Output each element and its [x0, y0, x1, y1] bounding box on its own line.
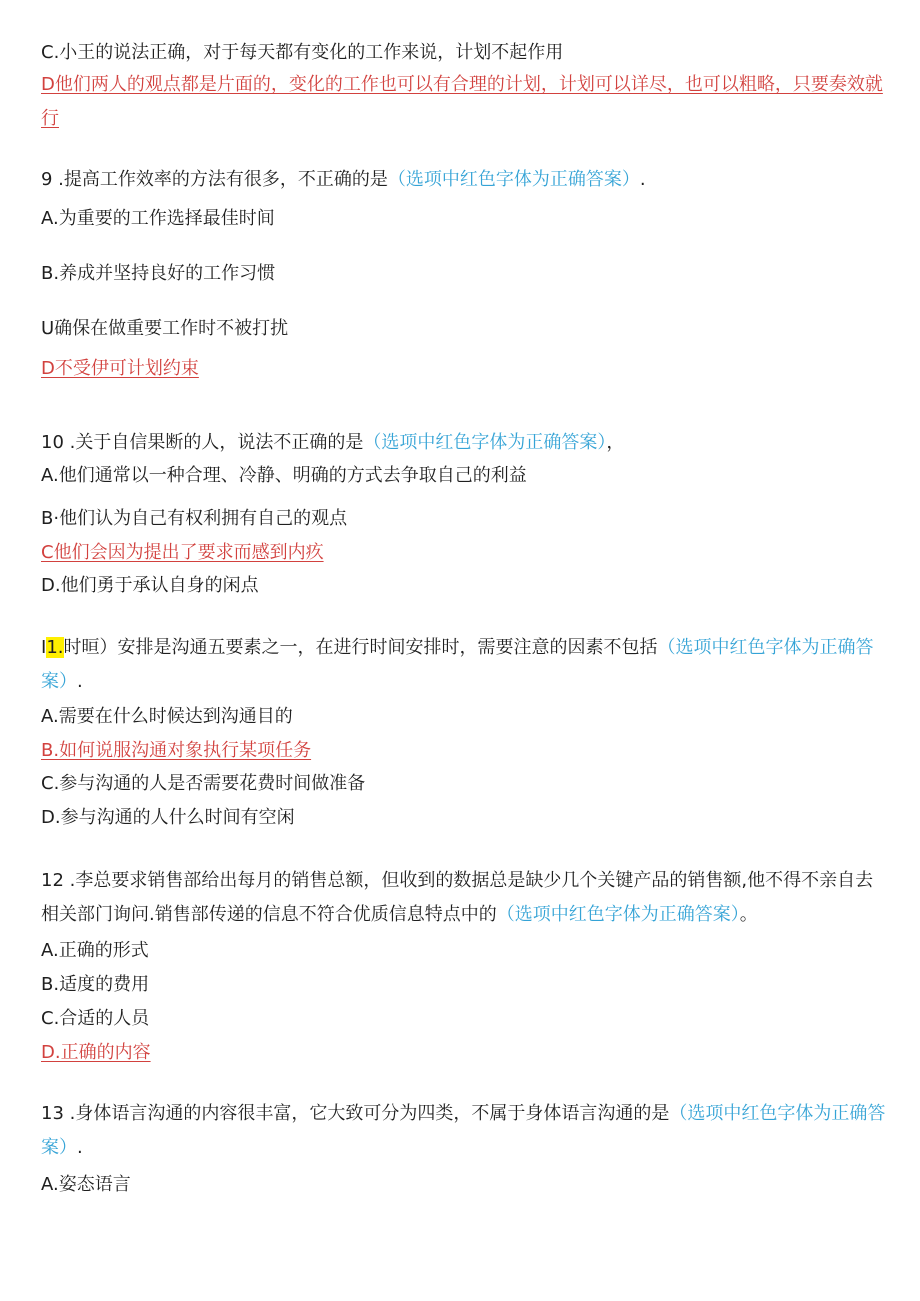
question-end: . [639, 169, 646, 190]
question-13 [41, 1097, 886, 1165]
question-number: 12 [41, 870, 64, 891]
answer-note: （选项中红色字体为正确答案） [387, 169, 640, 190]
question-number: 9 [41, 169, 53, 190]
answer-note: （选项中红色字体为正确答案） [363, 432, 607, 453]
question-number: 13 [41, 1103, 64, 1124]
option-9-c: U确保在做重要工作时不被打扰 [41, 318, 289, 339]
option-12-d-answer: D.正确的内容 [41, 1042, 151, 1063]
answer-note: （选项中红色字体为正确答案） [496, 904, 740, 925]
option-9-b: B.养成并坚持良好的工作习惯 [41, 263, 276, 284]
question-text: 时晅）安排是沟通五要素之一，在进行时间安排时，需要注意的因素不包括 [63, 637, 658, 658]
option-8-c: C.小王的说法正确，对于每天都有变化的工作来说，计划不起作用 [41, 42, 564, 63]
question-10 [41, 430, 624, 456]
question-text: .李总要求销售部给出每月的销售总额，但收到的数据总是缺少几个关键产品的销售额,他不得不亲自去相关部门询问.销售部传递的信息不符合优质信息特点中的 [41, 870, 874, 925]
option-11-d: D.参与沟通的人什么时间有空闲 [41, 807, 295, 828]
answer-note: （选项中红色字体为正确答案） [41, 1103, 886, 1158]
question-end: . [77, 671, 83, 692]
question-end: . [77, 1137, 83, 1158]
question-text: .提高工作效率的方法有很多，不正确的是 [52, 169, 388, 190]
highlighted-number: 1. [46, 637, 64, 658]
question-number-prefix: I [41, 637, 47, 658]
question-end: 。 [739, 904, 758, 925]
question-text: .关于自信果断的人，说法不正确的是 [63, 432, 364, 453]
option-10-c-answer: C他们会因为提出了要求而感到内疚 [41, 542, 324, 563]
option-11-a: A.需要在什么时候达到沟通目的 [41, 706, 293, 727]
option-10-b: B·他们认为自己有权利拥有自己的观点 [41, 508, 348, 529]
question-11 [41, 631, 886, 699]
question-text: .身体语言沟通的内容很丰富，它大致可分为四类，不属于身体语言沟通的是 [63, 1103, 670, 1124]
question-number: 10 [41, 432, 64, 453]
question-12 [41, 864, 886, 932]
question-end: ， [606, 432, 625, 453]
option-9-d-answer: D不受伊可计划约束 [41, 358, 199, 379]
option-10-a: A.他们通常以一种合理、冷静、明确的方式去争取自己的利益 [41, 465, 527, 486]
option-12-a: A.正确的形式 [41, 940, 149, 961]
question-9 [41, 167, 646, 193]
option-13-a: A.姿态语言 [41, 1174, 131, 1195]
answer-note: （选项中红色字体为正确答案） [41, 637, 874, 692]
option-12-c: C.合适的人员 [41, 1008, 150, 1029]
option-11-c: C.参与沟通的人是否需要花费时间做准备 [41, 773, 366, 794]
option-11-b-answer: B.如何说服沟通对象执行某项任务 [41, 740, 312, 761]
option-10-d: D.他们勇于承认自身的闲点 [41, 575, 259, 596]
option-12-b: B.适度的费用 [41, 974, 150, 995]
option-8-d-answer: D他们两人的观点都是片面的，变化的工作也可以有合理的计划，计划可以详尽，也可以粗略，只要奏效就行 [41, 74, 883, 129]
option-9-a: A.为重要的工作选择最佳时间 [41, 208, 275, 229]
